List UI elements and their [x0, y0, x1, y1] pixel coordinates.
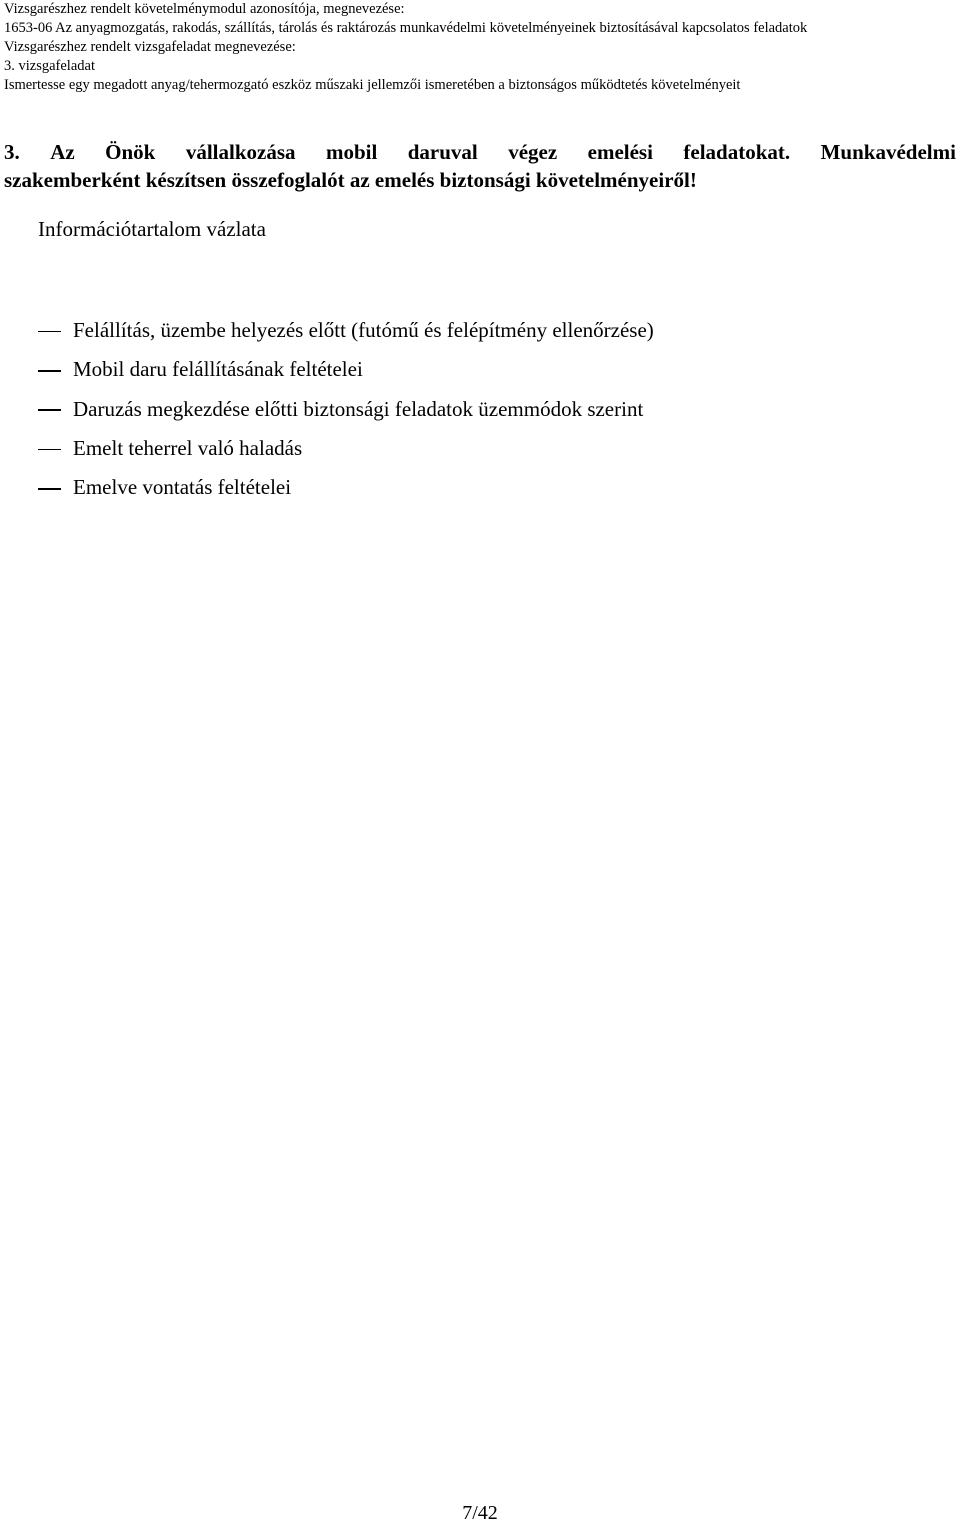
task-word: feladatokat.: [683, 140, 791, 164]
outline-list: [38, 311, 654, 507]
list-item-text: Mobil daru felállításának feltételei: [73, 357, 363, 382]
task-statement: [4, 138, 956, 194]
list-item-text: Emelt teherrel való haladás: [73, 436, 303, 461]
task-word: emelési: [587, 140, 653, 164]
list-item-text: Daruzás megkezdése előtti biztonsági feladatok üzemmódok szerint: [73, 396, 644, 421]
list-item: [38, 350, 654, 389]
dash-bullet-icon: [38, 409, 61, 411]
exam-task-value: 3. vizsgafeladat: [4, 58, 95, 74]
task-word: végez: [508, 140, 558, 164]
task-word: 3.: [4, 140, 20, 164]
module-label: Vizsgarészhez rendelt követelménymodul azonosítója, megnevezése:: [4, 1, 405, 17]
dash-bullet-icon: [38, 488, 61, 490]
outline-title: Információtartalom vázlata: [38, 217, 266, 241]
list-item-text: Felállítás, üzembe helyezés előtt (futómű és felépítmény ellenőrzése): [73, 318, 654, 343]
document-header: [4, 0, 954, 95]
task-word: daruval: [407, 140, 478, 164]
module-value: 1653-06 Az anyagmozgatás, rakodás, szállítás, tárolás és raktározás munkavédelmi követelményeinek biztosításával kapcsolatos feladatok: [4, 20, 808, 36]
list-item: [38, 429, 654, 468]
task-word: vállalkozása: [185, 140, 296, 164]
task-statement-line-1: [4, 138, 956, 166]
task-word: Az: [50, 140, 75, 164]
exam-task-label: Vizsgarészhez rendelt vizsgafeladat megnevezése:: [4, 39, 296, 55]
list-item: [38, 390, 654, 429]
task-word: mobil: [325, 140, 378, 164]
page-number: 7/42: [462, 1502, 498, 1524]
task-statement-line-2: szakemberként készítsen összefoglalót az emelés biztonsági követelményeiről!: [4, 168, 697, 192]
task-word: Önök: [105, 140, 156, 164]
exam-task-description: Ismertesse egy megadott anyag/tehermozgató eszköz műszaki jellemzői ismeretében a biztonságos működtetés követelményeit: [4, 77, 741, 93]
dash-bullet-icon: [38, 449, 61, 451]
list-item: [38, 311, 654, 350]
task-word: Munkavédelmi: [820, 140, 956, 164]
dash-bullet-icon: [38, 331, 61, 333]
list-item-text: Emelve vontatás feltételei: [73, 475, 292, 500]
dash-bullet-icon: [38, 370, 61, 372]
list-item: [38, 468, 654, 507]
